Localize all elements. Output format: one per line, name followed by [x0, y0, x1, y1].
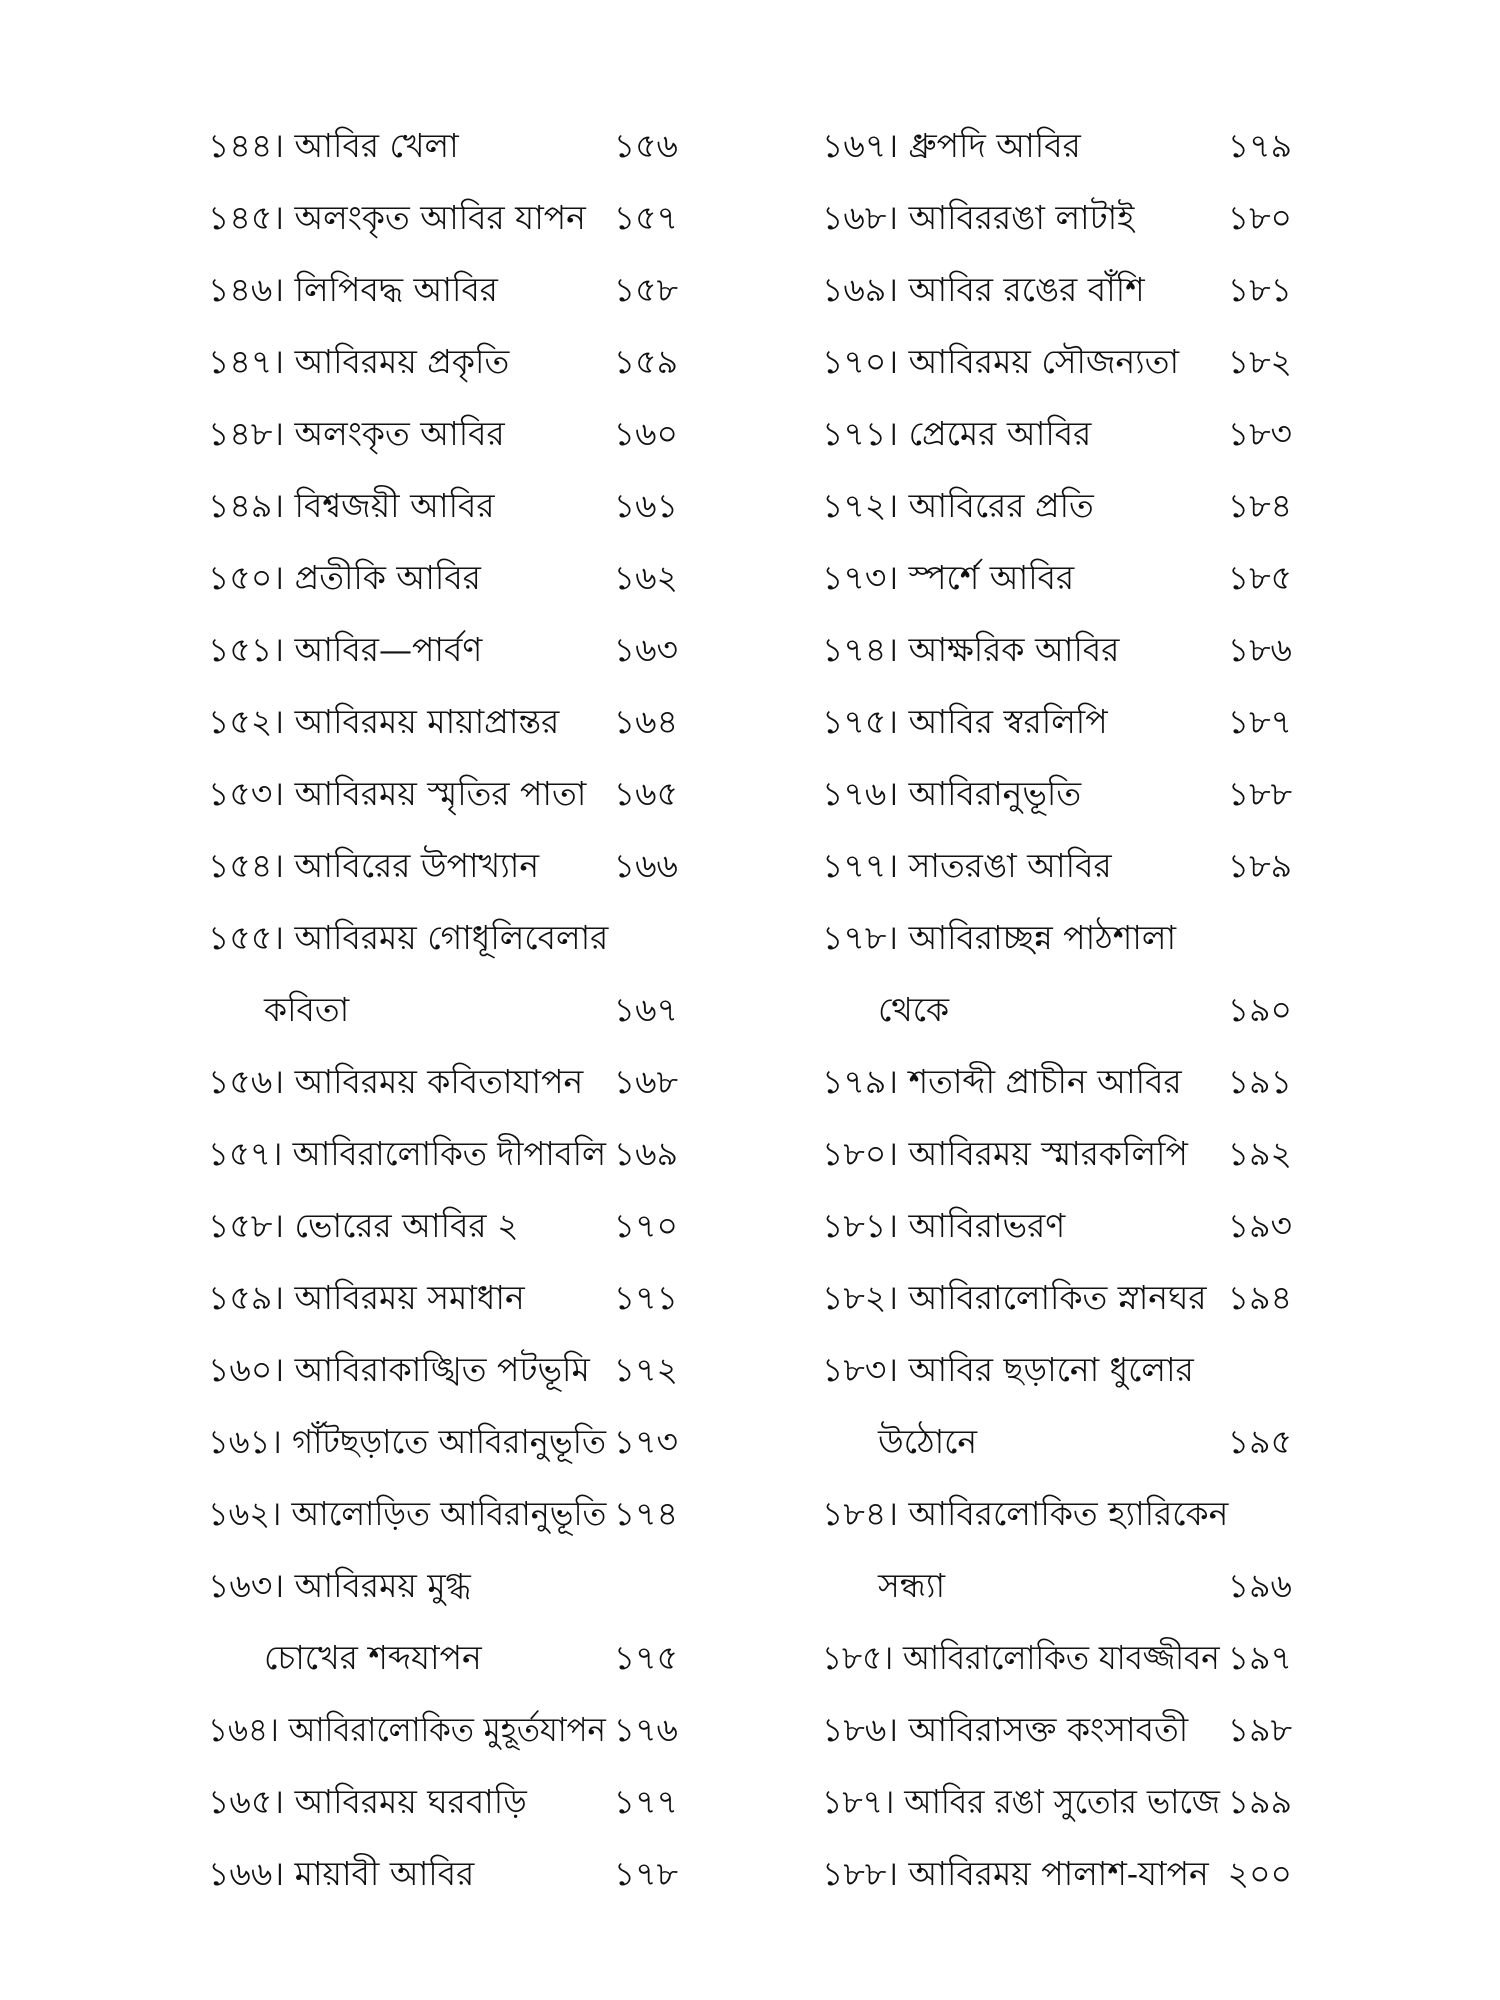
toc-entry	[822, 1260, 1292, 1332]
toc-entry-title: ১৬০। আবিরাকাঙ্খিত পটভূমি	[208, 1350, 590, 1389]
toc-entry-title: ১৫৯। আবিরময় সমাধান	[208, 1278, 525, 1317]
toc-entry-page: ১৫৯	[613, 342, 678, 381]
toc-entry-title: ১৫৫। আবিরময় গোধূলিবেলার	[208, 918, 609, 957]
toc-entry	[822, 396, 1292, 468]
toc-entry-title: ১৫২। আবিরময় মায়াপ্রান্তর	[208, 702, 560, 741]
toc-entry	[822, 900, 1292, 972]
toc-entry-title: ১৫৮। ভোরের আবির ২	[208, 1206, 519, 1245]
toc-entry	[208, 1620, 678, 1692]
toc-entry	[208, 1692, 678, 1764]
toc-entry-title: ১৭২। আবিরের প্রতি	[822, 486, 1094, 525]
toc-entry-page: ১৮৪	[1227, 486, 1292, 525]
toc-entry-title: ১৭৪। আক্ষরিক আবির	[822, 630, 1120, 669]
toc-entry	[208, 1548, 678, 1620]
toc-entry-title: ১৫৭। আবিরালোকিত দীপাবলি	[208, 1134, 607, 1173]
toc-entry-title: ১৬৫। আবিরময় ঘরবাড়ি	[208, 1782, 527, 1821]
toc-entry	[208, 396, 678, 468]
toc-entry-page: ১৮১	[1227, 270, 1292, 309]
toc-entry-page: ১৬০	[613, 414, 678, 453]
toc-entry-page: ১৭৬	[613, 1710, 678, 1749]
toc-entry-title: ১৫৪। আবিরের উপাখ্যান	[208, 846, 540, 885]
toc-entry-title: ১৬৯। আবির রঙের বাঁশি	[822, 270, 1145, 309]
toc-entry	[208, 1476, 678, 1548]
toc-entry-page: ১৯০	[1227, 990, 1292, 1029]
toc-entry-title: ১৮৫। আবিরালোকিত যাবজ্জীবন	[822, 1638, 1220, 1677]
toc-entry-page: ১৬৩	[613, 630, 678, 669]
toc-entry-page: ১৭৯	[1227, 126, 1292, 165]
toc-entry-page: ১৬৬	[613, 846, 678, 885]
toc-entry-title: ১৭১। প্রেমের আবির	[822, 414, 1092, 453]
toc-entry-page: ১৯১	[1227, 1062, 1292, 1101]
toc-entry-page: ১৭৩	[613, 1422, 678, 1461]
toc-entry-title: ১৪৪। আবির খেলা	[208, 126, 459, 165]
toc-entry	[822, 468, 1292, 540]
toc-entry	[822, 1764, 1292, 1836]
toc-entry	[208, 468, 678, 540]
toc-entry-page: ২০০	[1227, 1854, 1292, 1893]
toc-entry	[822, 756, 1292, 828]
toc-entry	[208, 756, 678, 828]
toc-entry-page: ১৭৭	[613, 1782, 678, 1821]
toc-entry-title: ১৬৮। আবিররঙা লাটাই	[822, 198, 1135, 237]
toc-entry	[208, 108, 678, 180]
toc-entry-title: সন্ধ্যা	[878, 1566, 946, 1605]
toc-entry-title: ১৫৬। আবিরময় কবিতাযাপন	[208, 1062, 584, 1101]
toc-entry-title: চোখের শব্দযাপন	[264, 1638, 482, 1677]
toc-entry-page: ১৯৭	[1227, 1638, 1292, 1677]
toc-entry-title: ১৫০। প্রতীকি আবির	[208, 558, 481, 597]
toc-entry-title: ১৮৪। আবিরলোকিত হ্যারিকেন	[822, 1494, 1229, 1533]
toc-entry-title: ১৫১। আবির—পার্বণ	[208, 630, 483, 669]
toc-entry-title: ১৬১। গাঁটছড়াতে আবিরানুভূতি	[208, 1422, 607, 1461]
toc-entry-title: ১৪৭। আবিরময় প্রকৃতি	[208, 342, 510, 381]
toc-entry-title: ১৫৩। আবিরময় স্মৃতির পাতা	[208, 774, 587, 813]
toc-entry	[822, 1332, 1292, 1404]
toc-entry-page: ১৮৫	[1227, 558, 1292, 597]
toc-entry-page: ১৭৫	[613, 1638, 678, 1677]
toc-entry-page: ১৮৭	[1227, 702, 1292, 741]
toc-entry-page: ১৮০	[1227, 198, 1292, 237]
toc-column-right	[822, 108, 1292, 1908]
toc-entry	[822, 1116, 1292, 1188]
toc-entry	[208, 1188, 678, 1260]
toc-entry	[822, 1044, 1292, 1116]
toc-entry-title: ১৭৭। সাতরঙা আবির	[822, 846, 1112, 885]
toc-entry	[822, 1692, 1292, 1764]
toc-entry-page: ১৫৭	[613, 198, 678, 237]
toc-entry-page: ১৭২	[613, 1350, 678, 1389]
toc-entry-title: ১৮৬। আবিরাসক্ত কংসাবতী	[822, 1710, 1189, 1749]
toc-entry-title: ১৪৬। লিপিবদ্ধ আবির	[208, 270, 498, 309]
toc-entry-page: ১৭০	[613, 1206, 678, 1245]
toc-entry	[822, 1476, 1292, 1548]
toc-entry-page: ১৮৬	[1227, 630, 1292, 669]
toc-entry	[208, 1044, 678, 1116]
toc-entry	[208, 1332, 678, 1404]
toc-entry-title: ১৮২। আবিরালোকিত স্নানঘর	[822, 1278, 1207, 1317]
toc-entry	[208, 1764, 678, 1836]
toc-entry-title: ১৭৬। আবিরানুভূতি	[822, 774, 1082, 813]
toc-entry	[208, 1116, 678, 1188]
toc-entry-page: ১৭৮	[613, 1854, 678, 1893]
toc-entry-page: ১৯৮	[1227, 1710, 1292, 1749]
toc-entry	[208, 684, 678, 756]
toc-entry-title: থেকে	[878, 990, 950, 1029]
toc-entry-page: ১৫৬	[613, 126, 678, 165]
toc-entry	[208, 828, 678, 900]
toc-entry-page: ১৬২	[613, 558, 678, 597]
toc-entry-title: ১৪৮। অলংকৃত আবির	[208, 414, 505, 453]
toc-entry-title: ১৬৪। আবিরালোকিত মুহূর্তযাপন	[208, 1710, 606, 1749]
toc-entry-page: ১৬৭	[613, 990, 678, 1029]
toc-entry	[822, 828, 1292, 900]
toc-entry-page: ১৬৮	[613, 1062, 678, 1101]
toc-entry-title: ১৬২। আলোড়িত আবিরানুভূতি	[208, 1494, 607, 1533]
toc-entry	[208, 972, 678, 1044]
toc-entry	[822, 1188, 1292, 1260]
toc-entry-page: ১৭৪	[613, 1494, 678, 1533]
toc-entry	[822, 1620, 1292, 1692]
toc-entry-page: ১৮৩	[1227, 414, 1292, 453]
toc-entry-title: ১৭০। আবিরময় সৌজন্যতা	[822, 342, 1180, 381]
toc-entry	[208, 180, 678, 252]
toc-entry-page: ১৮৮	[1227, 774, 1292, 813]
toc-entry-title: ১৭৮। আবিরাচ্ছন্ন পাঠশালা	[822, 918, 1177, 957]
toc-entry-title: কবিতা	[264, 990, 350, 1029]
toc-entry-title: ১৮৮। আবিরময় পালাশ-যাপন	[822, 1854, 1209, 1893]
toc-entry-title: ১৮১। আবিরাভরণ	[822, 1206, 1066, 1245]
toc-entry	[822, 540, 1292, 612]
toc-entry-title: ১৮৩। আবির ছড়ানো ধুলোর	[822, 1350, 1194, 1389]
toc-entry	[822, 684, 1292, 756]
toc-entry	[208, 324, 678, 396]
toc-entry-page: ১৫৮	[613, 270, 678, 309]
toc-entry-title: ১৬৭। ধ্রুপদি আবির	[822, 126, 1081, 165]
toc-entry-title: ১৪৫। অলংকৃত আবির যাপন	[208, 198, 586, 237]
toc-entry-title: ১৮৭। আবির রঙা সুতোর ভাজে	[822, 1782, 1220, 1821]
toc-column-left	[208, 108, 678, 1908]
toc-entry-title: ১৭৯। শতাব্দী প্রাচীন আবির	[822, 1062, 1182, 1101]
toc-entry-page: ১৯২	[1227, 1134, 1292, 1173]
toc-entry-title: ১৪৯। বিশ্বজয়ী আবির	[208, 486, 495, 525]
toc-entry	[822, 612, 1292, 684]
toc-entry-title: ১৬৩। আবিরময় মুগ্ধ	[208, 1566, 471, 1605]
toc-entry	[208, 612, 678, 684]
toc-entry-title: ১৭৩। স্পর্শে আবির	[822, 558, 1075, 597]
toc-entry-page: ১৬১	[613, 486, 678, 525]
toc-entry-page: ১৭১	[613, 1278, 678, 1317]
toc-entry-title: ১৬৬। মায়াবী আবির	[208, 1854, 475, 1893]
toc-entry-page: ১৯৫	[1227, 1422, 1292, 1461]
toc-entry	[822, 1404, 1292, 1476]
toc-entry	[822, 1836, 1292, 1908]
toc-entry-title: উঠোনে	[878, 1422, 978, 1461]
toc-entry	[822, 1548, 1292, 1620]
toc-entry	[208, 1260, 678, 1332]
toc-entry-page: ১৯৬	[1227, 1566, 1292, 1605]
toc-entry-title: ১৮০। আবিরময় স্মারকলিপি	[822, 1134, 1188, 1173]
toc-entry-page: ১৯৩	[1227, 1206, 1292, 1245]
toc-entry	[822, 324, 1292, 396]
toc-entry	[208, 1836, 678, 1908]
toc-entry-page: ১৯৯	[1227, 1782, 1292, 1821]
toc-entry	[822, 972, 1292, 1044]
toc-entry-page: ১৬৪	[613, 702, 678, 741]
toc-entry-page: ১৬৯	[613, 1134, 678, 1173]
toc-entry-page: ১৬৫	[613, 774, 678, 813]
toc-entry	[822, 252, 1292, 324]
toc-entry	[822, 108, 1292, 180]
toc-entry	[822, 180, 1292, 252]
toc-entry	[208, 900, 678, 972]
toc-entry-page: ১৯৪	[1227, 1278, 1292, 1317]
toc-entry	[208, 252, 678, 324]
toc-entry-page: ১৮৯	[1227, 846, 1292, 885]
toc-entry	[208, 540, 678, 612]
toc-entry-page: ১৮২	[1227, 342, 1292, 381]
toc-entry	[208, 1404, 678, 1476]
toc-entry-title: ১৭৫। আবির স্বরলিপি	[822, 702, 1108, 741]
